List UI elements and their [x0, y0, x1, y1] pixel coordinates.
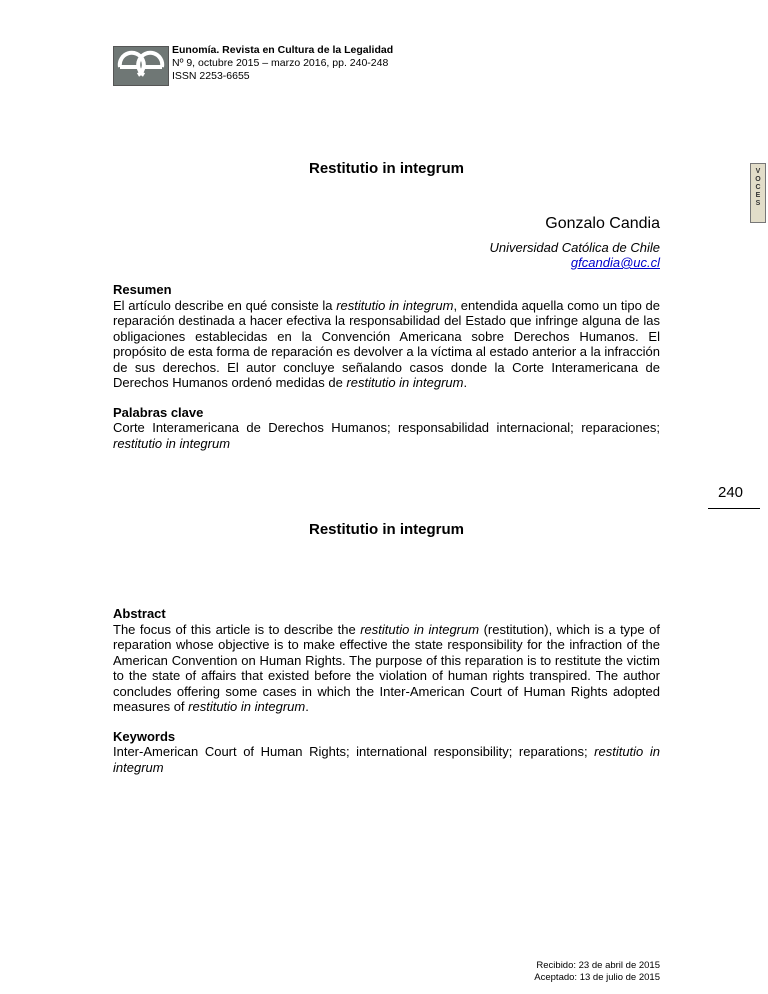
affiliation-block	[489, 240, 660, 270]
page-number: 240	[718, 484, 744, 501]
received-date: Recibido: 23 de abril de 2015	[536, 960, 660, 971]
journal-issn: ISSN 2253-6655	[172, 70, 250, 82]
abstract-text: The focus of this article is to describe the restitutio in integrum (restitution), which is a type of reparation whose objective is to make effective the state responsibility for the infraction of the American Convention on Human Rights. The purpose of this reparation is to restitute the victim to the state of affairs that existed before the violation of human rights transpired. The author concludes offering some cases in which the Inter-American Court of Human Rights adopted measures of restitutio in integrum.	[113, 621, 660, 714]
author-name: Gonzalo Candia	[545, 215, 660, 232]
journal-header	[172, 44, 393, 83]
resumen-text: El artículo describe en qué consiste la restitutio in integrum, entendida aquella como un tipo de reparación destinada a hacer efectiva la responsabilidad del Estado que infringe alguna de las obligaciones establecidas en la Convención Americana sobre Derechos Humanos. El propósito de esta forma de reparación es devolver a la víctima al estado anterior a la infracción de sus derechos. El autor concluye señalando casos donde la Corte Interamericana de Derechos Humanos ordenó medidas de restitutio in integrum.	[113, 297, 661, 390]
palabras-text: Corte Interamericana de Derechos Humanos; responsabilidad internacional; reparaciones; restitutio in integrum	[113, 420, 660, 451]
keywords-heading: Keywords	[113, 728, 176, 744]
title-english: Restitutio in integrum	[309, 521, 464, 538]
affiliation: Universidad Católica de Chile	[489, 240, 660, 255]
journal-issue: Nº 9, octubre 2015 – marzo 2016, pp. 240-248	[172, 57, 389, 69]
palabras-heading: Palabras clave	[113, 404, 204, 420]
palabras-clave-section	[113, 405, 660, 452]
journal-name: Eunomía. Revista en Cultura de la Legalidad	[172, 44, 394, 56]
page-number-rule	[708, 508, 760, 509]
accepted-date: Aceptado: 13 de julio de 2015	[534, 972, 660, 983]
section-tab	[750, 163, 766, 223]
keywords-text: Inter-American Court of Human Rights; international responsibility; reparations; restitutio in integrum	[113, 744, 660, 775]
resumen-section	[113, 282, 660, 391]
abstract-section	[113, 606, 660, 715]
submission-dates	[534, 960, 660, 984]
section-tab-label: VOCES	[755, 168, 761, 207]
title-spanish: Restitutio in integrum	[309, 160, 464, 177]
body-flow	[113, 282, 660, 775]
resumen-heading: Resumen	[113, 282, 172, 297]
journal-logo	[113, 46, 169, 86]
author-email-link[interactable]: gfcandia@uc.cl	[570, 255, 660, 270]
keywords-section	[113, 729, 660, 776]
abstract-heading: Abstract	[113, 606, 166, 621]
